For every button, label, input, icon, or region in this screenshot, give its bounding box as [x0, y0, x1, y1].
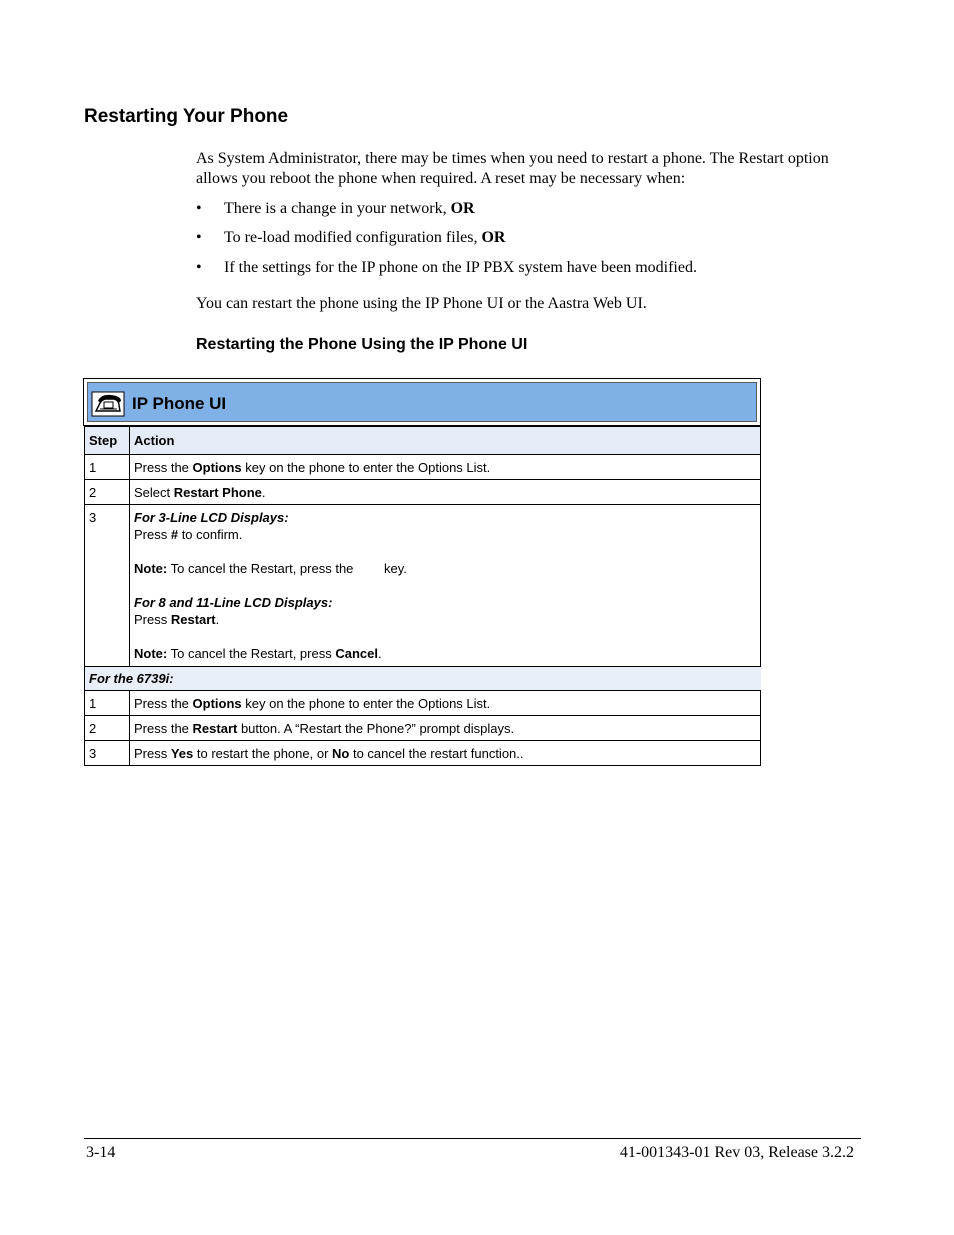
action-text: Press: [134, 527, 171, 542]
action-key: Restart: [170, 612, 216, 627]
action-key: No: [332, 745, 350, 761]
step-action: [130, 505, 761, 667]
action-key: Cancel: [335, 646, 378, 661]
action-text: .: [215, 612, 220, 627]
action-text: Press the: [134, 720, 193, 736]
intro-paragraph: As System Administrator, there may be times when you need to restart a phone. The Restart option allows you reboot the phone when required. A reset may be necessary when:: [196, 150, 829, 187]
document-id: 41-001343-01 Rev 03, Release 3.2.2: [619, 1144, 854, 1161]
note-label: Note:: [134, 646, 168, 661]
section-heading: Restarting Your Phone: [84, 106, 289, 127]
column-header-step: Step: [85, 427, 130, 455]
action-key: Options: [192, 459, 242, 475]
bullet-marker: •: [196, 229, 202, 246]
note-label: Note:: [134, 561, 168, 576]
note-text: To cancel the Restart, press: [167, 646, 336, 661]
step-number: 1: [85, 455, 130, 480]
phone-icon: [91, 391, 125, 417]
action-text: key on the phone to enter the Options List.: [241, 695, 491, 711]
note-text: key.: [384, 561, 407, 576]
action-text: to restart the phone, or: [193, 745, 333, 761]
step-action: [130, 455, 761, 480]
note-line: [134, 645, 756, 662]
action-key: Yes: [170, 745, 194, 761]
step-action: [130, 480, 761, 505]
page-number: 3-14: [86, 1144, 116, 1161]
bullet-emphasis: OR: [481, 229, 506, 246]
action-text: to cancel the restart function..: [349, 745, 524, 761]
bullet-text: There is a change in your network,: [224, 200, 451, 217]
step-number: 3: [85, 505, 130, 667]
bullet-item: [196, 258, 697, 278]
table-row: [85, 480, 761, 505]
banner-background: [87, 382, 757, 422]
bullet-text: To re-load modified configuration files,: [224, 229, 482, 246]
steps-table: [84, 426, 761, 766]
action-text: Press the: [134, 459, 193, 475]
action-key: Restart Phone: [173, 484, 262, 500]
action-text: button. A “Restart the Phone?” prompt displays.: [237, 720, 515, 736]
bullet-marker: •: [196, 259, 202, 276]
action-text: Press the: [134, 695, 193, 711]
action-line: [134, 611, 756, 628]
table-row: [85, 691, 761, 716]
bullet-item: [196, 199, 475, 219]
method-paragraph: You can restart the phone using the IP Phone UI or the Aastra Web UI.: [196, 295, 647, 312]
note-line: [134, 560, 756, 577]
table-row: [85, 716, 761, 741]
action-text: Press: [134, 612, 171, 627]
table-row: [85, 741, 761, 766]
action-line: [134, 526, 756, 543]
table-row: [85, 505, 761, 667]
ip-phone-ui-banner: [83, 378, 761, 426]
bullet-emphasis: OR: [450, 200, 475, 217]
column-header-action: Action: [130, 427, 761, 455]
action-key: #: [170, 527, 179, 542]
bullet-text: If the settings for the IP phone on the IP PBX system have been modified.: [224, 259, 697, 276]
step-number: 3: [85, 741, 130, 766]
action-text: to confirm.: [178, 527, 243, 542]
subsection-heading: Restarting the Phone Using the IP Phone UI: [196, 336, 528, 353]
table-subsection-row: [85, 667, 761, 691]
step-action: [130, 691, 761, 716]
action-text: Select: [134, 484, 174, 500]
step-action: [130, 716, 761, 741]
step-action: [130, 741, 761, 766]
action-text: Press: [134, 745, 171, 761]
display-heading: For 8 and 11-Line LCD Displays:: [134, 595, 333, 610]
note-text: .: [377, 646, 382, 661]
table-header-row: [85, 427, 761, 455]
action-text: key on the phone to enter the Options List.: [241, 459, 491, 475]
step-number: 2: [85, 716, 130, 741]
action-key: Restart: [192, 720, 238, 736]
display-heading: For 3-Line LCD Displays:: [134, 510, 289, 525]
action-text: .: [261, 484, 266, 500]
step-number: 2: [85, 480, 130, 505]
footer-rule: [84, 1138, 861, 1139]
bullet-marker: •: [196, 200, 202, 217]
table-row: [85, 455, 761, 480]
subsection-label: For the 6739i:: [85, 667, 761, 691]
banner-title: IP Phone UI: [132, 394, 227, 413]
step-number: 1: [85, 691, 130, 716]
bullet-item: [196, 228, 505, 248]
note-text: To cancel the Restart, press the: [167, 561, 358, 576]
action-key: Options: [192, 695, 242, 711]
